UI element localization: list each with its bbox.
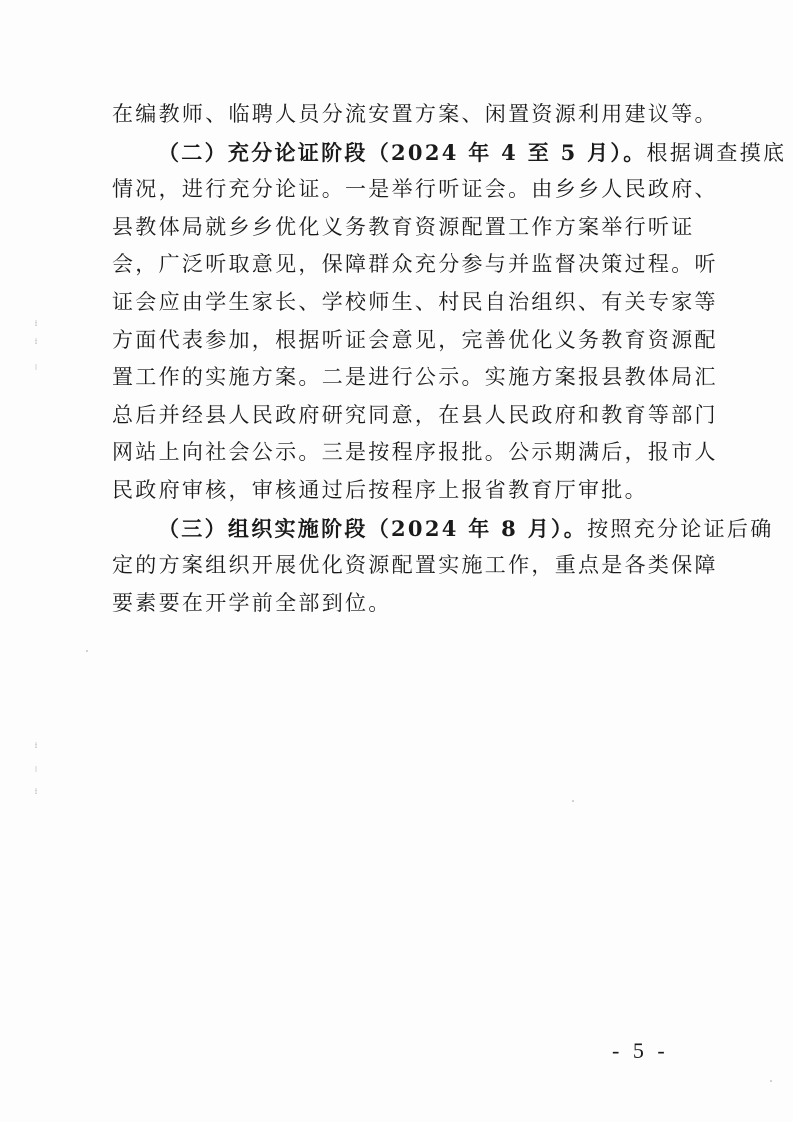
scan-mark: ⁝ bbox=[34, 765, 38, 774]
scan-mark: ⁞ bbox=[34, 787, 38, 796]
text-run: 按照充分论证后确 bbox=[587, 516, 774, 541]
scan-mark: ⁞ bbox=[34, 319, 38, 328]
text-line: 情况，进行充分论证。一是举行听证会。由乡乡人民政府、 bbox=[112, 177, 718, 202]
page-number: - 5 - bbox=[612, 1038, 669, 1063]
body-text bbox=[112, 96, 787, 622]
section-heading: （三）组织实施阶段（2024 年 8 月）。 bbox=[158, 515, 588, 541]
text-run: 根据调查摸底 bbox=[646, 140, 787, 165]
text-line: 网站上向社会公示。三是按程序报批。公示期满后，报市人 bbox=[112, 440, 718, 465]
text-line: 要素要在开学前全部到位。 bbox=[112, 590, 392, 615]
scan-mark: ⁞ bbox=[34, 741, 38, 750]
text-line: 证会应由学生家长、学校师生、村民自治组织、有关专家等 bbox=[112, 289, 718, 314]
scan-mark: ⁞ bbox=[34, 337, 38, 346]
text-line: 民政府审核，审核通过后按程序上报省教育厅审批。 bbox=[112, 477, 648, 502]
text-line bbox=[112, 134, 787, 172]
text-line: 总后并经县人民政府研究同意，在县人民政府和教育等部门 bbox=[112, 402, 718, 427]
scan-speck bbox=[770, 1080, 772, 1082]
scan-mark: ⁝ bbox=[34, 363, 38, 372]
section-heading: （二）充分论证阶段（2024 年 4 至 5 月）。 bbox=[158, 139, 647, 165]
text-line bbox=[112, 510, 774, 548]
text-line: 方面代表参加，根据听证会意见，完善优化义务教育资源配 bbox=[112, 327, 718, 352]
scan-speck bbox=[572, 800, 574, 802]
text-line: 县教体局就乡乡优化义务教育资源配置工作方案举行听证 bbox=[112, 214, 695, 239]
text-line: 置工作的实施方案。二是进行公示。实施方案报县教体局汇 bbox=[112, 365, 718, 390]
text-line: 会，广泛听取意见，保障群众充分参与并监督决策过程。听 bbox=[112, 252, 718, 277]
scan-speck bbox=[86, 650, 88, 652]
text-line: 在编教师、临聘人员分流安置方案、闲置资源利用建议等。 bbox=[112, 102, 718, 126]
text-line: 定的方案组织开展优化资源配置实施工作，重点是各类保障 bbox=[112, 553, 718, 578]
